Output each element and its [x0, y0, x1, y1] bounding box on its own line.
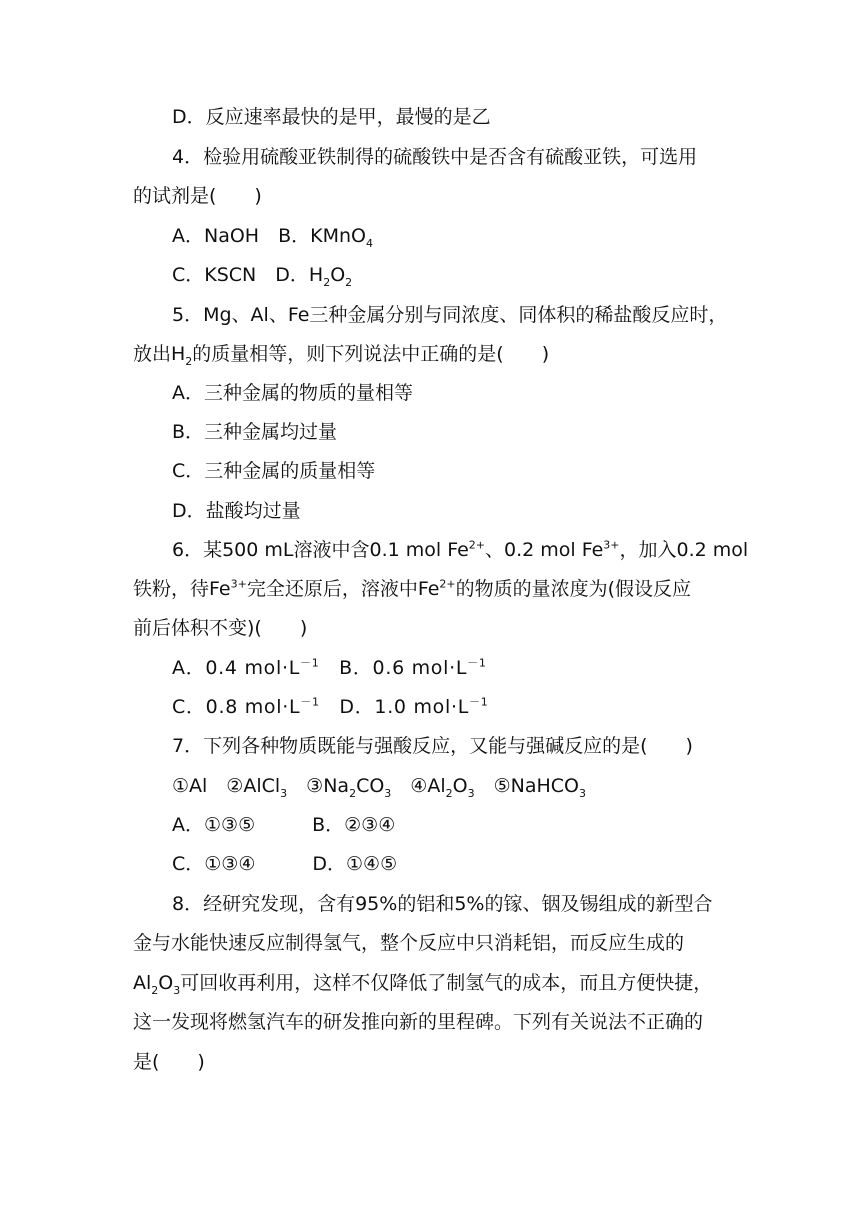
q6-options-cd: C．0.8 $mol\cdot L^{-1}$ D．1.0 $mol\cdot L^{-1}$ [172, 695, 489, 718]
q4-stem-line-1: 4．检验用硫酸亚铁制得的硫酸铁中是否含有硫酸亚铁，可选用 [172, 146, 698, 168]
q7-substances: ①Al ②AlCl$_3$ $③Na_2CO_3$ $④Al_2O_3$ ⑤NaHCO$_3$ [172, 775, 586, 800]
q7-stem: 7．下列各种物质既能与强酸反应，又能与强碱反应的是( ) [172, 735, 693, 757]
q5-option-d: D．盐酸均过量 [172, 500, 301, 522]
q5-stem-line-1: 5．Mg、Al、Fe三种金属分别与同浓度、同体积的稀盐酸反应时， [172, 304, 728, 326]
q6-stem-line-1: 6．某500 mL溶液中含0.1 mol $Fe^{2+}$、0.2 mol $Fe^{3+}$，加入0.2 mol [172, 538, 749, 561]
q5-stem-line-2: 放出$H_2$的质量相等，则下列说法中正确的是( ) [133, 343, 550, 368]
q5-option-a: A．三种金属的物质的量相等 [172, 382, 413, 404]
q7-options-cd: C．①③④ D．①④⑤ [172, 853, 398, 875]
q8-stem-line-5: 是( ) [133, 1051, 205, 1073]
q6-options-ab: A．0.4 $mol\cdot L^{-1}$ B．0.6 $mol\cdot L^{-1}$ [172, 656, 487, 679]
q7-options-ab: A．①③⑤ B．②③④ [172, 814, 396, 836]
q8-stem-line-2: 金与水能快速反应制得氢气，整个反应中只消耗铝，而反应生成的 [133, 932, 685, 954]
q6-stem-line-2: 铁粉，待$Fe^{3+}$完全还原后，溶液中$Fe^{2+}$的物质的量浓度为(假设反应 [133, 577, 692, 600]
q5-option-b: B．三种金属均过量 [172, 421, 338, 443]
q8-stem-line-4: 这一发现将燃氢汽车的研发推向新的里程碑。下列有关说法不正确的 [133, 1011, 704, 1033]
q8-stem-line-1: 8．经研究发现，含有95%的铝和5%的镓、铟及锡组成的新型合 [172, 893, 713, 915]
q8-stem-line-3: $Al_2O_3$可回收再利用，这样不仅降低了制氢气的成本，而且方便快捷， [133, 972, 713, 997]
q3-option-d: D．反应速率最快的是甲，最慢的是乙 [172, 106, 491, 128]
q6-stem-line-3: 前后体积不变)( ) [133, 617, 308, 639]
q4-stem-line-2: 的试剂是( ) [133, 185, 262, 207]
q5-option-c: C．三种金属的质量相等 [172, 460, 376, 482]
q4-options-cd: C．KSCN D．$H_2O_2$ [172, 264, 353, 289]
q4-options-ab: A．NaOH B．KMnO$_4$ [172, 225, 373, 250]
